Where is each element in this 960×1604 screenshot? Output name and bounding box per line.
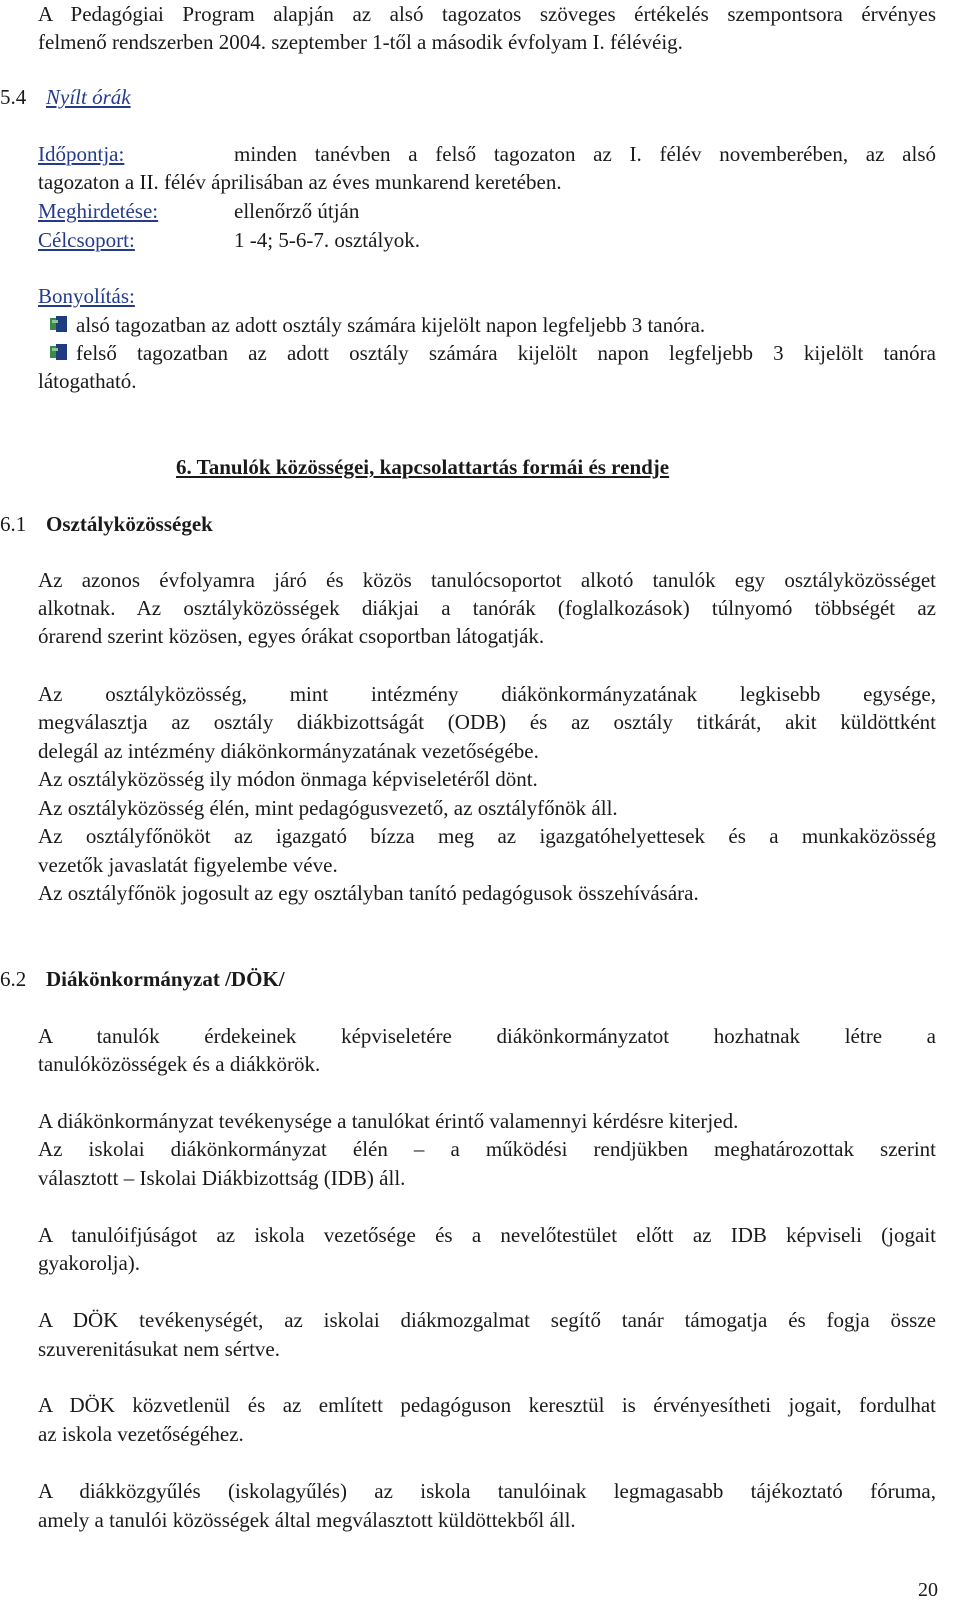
time-value-line2: tagozaton a II. félév áprilisában az éves munkarend keretében. [38,170,562,194]
conduct-label: Bonyolítás: [38,284,135,308]
target-label: Célcsoport: [38,228,135,252]
bullet-icon [50,316,67,332]
s62-p6-line2: amely a tanulói közösségek által megválasztott küldöttekből áll. [38,1508,576,1532]
s62-p6-line1: A diákközgyűlés (iskolagyűlés) az iskola tanulóinak legmagasabb tájékoztató fóruma, [38,1479,936,1503]
s61-p2-line4: Az osztályközösség ily módon önmaga képviseletéről dönt. [38,767,538,791]
target-value: 1 -4; 5-6-7. osztályok. [234,228,421,252]
announce-label: Meghirdetése: [38,199,159,223]
s61-p2-line3: delegál az intézmény diákönkormányzatának vezetőségébe. [38,739,539,763]
s61-p2-line8: Az osztályfőnök jogosult az egy osztályban tanító pedagógusok összehívására. [38,881,699,905]
announce-value: ellenőrző útján [234,199,360,223]
top-paragraph-line2: felmenő rendszerben 2004. szeptember 1-től a második évfolyam I. félévéig. [38,30,683,54]
s61-p2-line1: Az osztályközösség, mint intézmény diákönkormányzatának legkisebb egysége, [38,682,936,706]
s62-p2-line3: választott – Iskolai Diákbizottság (IDB) áll. [38,1166,406,1190]
page-number: 20 [918,1579,938,1601]
s62-p4-line2: szuverenitásukat nem sértve. [38,1337,280,1361]
chapter-6-title: 6. Tanulók közösségei, kapcsolattartás formái és rendje [176,455,670,479]
section-6-1-number: 6.1 [0,512,27,536]
s62-p4-line1: A DÖK tevékenységét, az iskolai diákmozgalmat segítő tanár támogatja és fogja össze [38,1308,936,1332]
s61-p2-line6: Az osztályfőnököt az igazgató bízza meg az igazgatóhelyettesek és a munkaközösség [38,824,936,848]
s62-p1-line2: tanulóközösségek és a diákkörök. [38,1052,321,1076]
s62-p2-line1: A diákönkormányzat tevékenysége a tanulókat érintő valamennyi kérdésre kiterjed. [38,1109,739,1133]
time-value-line1: minden tanévben a felső tagozaton az I. félév novemberében, az alsó [234,142,936,166]
s62-p3-line2: gyakorolja). [38,1251,141,1275]
s62-p3-line1: A tanulóifjúságot az iskola vezetősége és a nevelőtestület előtt az IDB képviseli (jogait [38,1223,936,1247]
s61-p2-line2: megválasztja az osztály diákbizottságát (ODB) és az osztály titkárát, akit küldöttként [38,710,936,734]
s62-p2-line2: Az iskolai diákönkormányzat élén – a működési rendjükben meghatározottak szerint [38,1137,936,1161]
s62-p1-line1: A tanulók érdekeinek képviseletére diákönkormányzatot hozhatnak létre a [38,1024,936,1048]
section-5-4-title: Nyílt órák [46,85,131,109]
bullet-item-2: felső tagozatban az adott osztály számára kijelölt napon legfeljebb 3 kijelölt tanóra [76,341,936,365]
section-6-2-number: 6.2 [0,967,27,991]
top-paragraph-line1: A Pedagógiai Program alapján az alsó tagozatos szöveges értékelés szempontsora érvényes [38,2,936,26]
s61-p2-line5: Az osztályközösség élén, mint pedagógusvezető, az osztályfőnök áll. [38,796,618,820]
s62-p5-line2: az iskola vezetőségéhez. [38,1422,244,1446]
s61-p1-line3: órarend szerint közösen, egyes órákat csoportban látogatják. [38,624,545,648]
s62-p5-line1: A DÖK közvetlenül és az említett pedagóguson keresztül is érvényesítheti jogait, fordulhat [38,1393,936,1417]
bullet-item-1: alsó tagozatban az adott osztály számára kijelölt napon legfeljebb 3 tanóra. [76,313,706,337]
bullet-icon [50,344,67,360]
section-5-4-number: 5.4 [0,85,27,109]
time-label: Időpontja: [38,142,125,166]
bullet-item-2-continuation: látogatható. [38,369,137,393]
s61-p1-line2: alkotnak. Az osztályközösségek diákjai a tanórák (foglalkozások) túlnyomó többségét az [38,596,936,620]
s61-p2-line7: vezetők javaslatát figyelembe véve. [38,853,338,877]
section-6-2-title: Diákönkormányzat /DÖK/ [46,967,285,991]
section-6-1-title: Osztályközösségek [46,512,213,536]
s61-p1-line1: Az azonos évfolyamra járó és közös tanulócsoportot alkotó tanulók egy osztályközösséget [38,568,936,592]
